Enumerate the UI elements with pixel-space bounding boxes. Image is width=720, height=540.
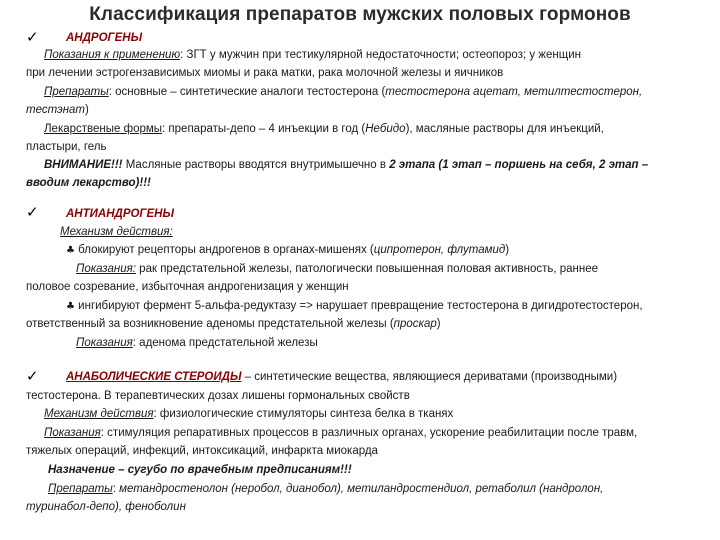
anabolic-prep-label: Препараты <box>48 483 113 495</box>
antiandrogens-mech-1 <box>66 241 509 260</box>
androgens-forms-cont: пластыри, гель <box>26 141 107 153</box>
mech1-close: ) <box>505 244 510 256</box>
antiandrogens-ind-1 <box>76 260 598 278</box>
anabolic-mechanism <box>44 405 453 423</box>
anabolic-preparations-cont <box>26 498 186 516</box>
anabolic-prep-text: : <box>112 483 120 495</box>
anabolic-preparations <box>48 480 603 498</box>
preparations-drugs: тестостерона ацетат, метилтестостерон, <box>385 86 643 98</box>
anabolic-heading-cont: тестостерона. В терапевтических дозах лишены гормональных свойств <box>26 390 410 402</box>
anabolic-heading: АНАБОЛИЧЕСКИЕ СТЕРОИДЫ <box>66 371 242 383</box>
forms-text-2: ), масляные растворы для инъекций, <box>405 123 604 135</box>
check-icon: ✓ <box>26 203 39 221</box>
antiandrogens-heading: АНТИАНДРОГЕНЫ <box>66 208 174 220</box>
attention-text: Масляные растворы вводятся внутримышечно в <box>122 159 390 171</box>
antiandrogens-mech-2 <box>66 297 643 316</box>
attention-bold-1: 2 этапа (1 этап – поршень на себя, 2 этап – <box>389 159 649 171</box>
ind2-text: : аденома предстательной железы <box>132 337 318 349</box>
ind1-text: рак предстательной железы, патологически повышенная половая активность, раннее <box>135 263 599 275</box>
anabolic-indications <box>44 424 637 442</box>
anabolic-ind-text: : стимуляция репаративных процессов в различных органах, ускорение реабилитации после травм, <box>100 427 638 439</box>
anabolic-mechanism-text: : физиологические стимуляторы синтеза белка в тканях <box>153 408 454 420</box>
mech1-drugs: ципротерон, флутамид <box>373 244 506 256</box>
anabolic-prep-drugs-2: туринабол-депо), феноболин <box>26 501 186 513</box>
anabolic-mechanism-label: Механизм действия <box>44 408 154 420</box>
mech2-text-2: ответственный за возникновение аденомы предстательной железы ( <box>26 318 394 330</box>
androgens-heading: АНДРОГЕНЫ <box>66 32 143 44</box>
androgens-attention-cont <box>26 174 151 192</box>
anabolic-ind-label: Показания <box>44 427 101 439</box>
attention-bold-2: вводим лекарство)!!! <box>26 177 151 189</box>
indications-text: : ЗГТ у мужчин при тестикулярной недостаточности; остеопороз; у женщин <box>180 49 581 61</box>
preparations-label: Препараты <box>44 86 109 98</box>
antiandrogens-mechanism <box>60 223 173 241</box>
anabolic-purpose <box>48 461 352 479</box>
androgens-indications <box>44 46 581 64</box>
check-icon: ✓ <box>26 367 39 385</box>
antiandrogens-ind-2 <box>76 334 318 352</box>
club-icon: ♣ <box>66 245 75 256</box>
ind1-label: Показания: <box>76 263 136 275</box>
anabolic-heading-text: – синтетические вещества, являющиеся дериватами (производными) <box>241 371 618 383</box>
antiandrogens-ind-1-cont: половое созревание, избыточная андрогенизация у женщин <box>26 281 349 293</box>
anabolic-heading-line <box>66 368 617 386</box>
preparations-close: ) <box>85 104 89 116</box>
mech1-text: блокируют рецепторы андрогенов в органах-мишенях ( <box>74 244 374 256</box>
mechanism-label: Механизм действия: <box>60 226 173 238</box>
check-icon: ✓ <box>26 28 39 46</box>
forms-label: Лекарственые формы <box>44 123 163 135</box>
anabolic-prep-drugs: метандростенолон (неробол, дианобол), метиландростендиол, ретаболил (нандролон, <box>119 483 604 495</box>
androgens-preparations <box>44 83 642 101</box>
mech2-drug: проскар <box>393 318 437 330</box>
forms-text-1: : препараты-депо – 4 инъекции в год ( <box>162 123 366 135</box>
anabolic-purpose-text: Назначение – сугубо по врачебным предписаниям!!! <box>48 464 352 476</box>
androgens-attention <box>44 156 648 174</box>
androgens-indications-cont: при лечении эстрогензависимых миомы и рака матки, рака молочной железы и яичников <box>26 67 504 79</box>
mech2-text: ингибируют фермент 5-альфа-редуктазу => нарушает превращение тестостерона в дигидротестостерон, <box>74 300 643 312</box>
page-title: Классификация препаратов мужских половых гормонов <box>89 4 631 25</box>
indications-label: Показания к применению <box>44 49 181 61</box>
anabolic-indications-cont: тяжелых операций, инфекций, интоксикаций, инфаркта миокарда <box>26 445 378 457</box>
ind2-label: Показания <box>76 337 133 349</box>
preparations-drugs-2: тестэнат <box>26 104 86 116</box>
androgens-forms <box>44 120 604 138</box>
forms-drug: Небидо <box>365 123 406 135</box>
androgens-preparations-cont <box>26 101 89 119</box>
attention-label: ВНИМАНИЕ!!! <box>44 159 123 171</box>
antiandrogens-mech-2-cont <box>26 315 441 333</box>
club-icon: ♣ <box>66 301 75 312</box>
mech2-close: ) <box>436 318 441 330</box>
preparations-text: : основные – синтетические аналоги тестостерона ( <box>108 86 386 98</box>
